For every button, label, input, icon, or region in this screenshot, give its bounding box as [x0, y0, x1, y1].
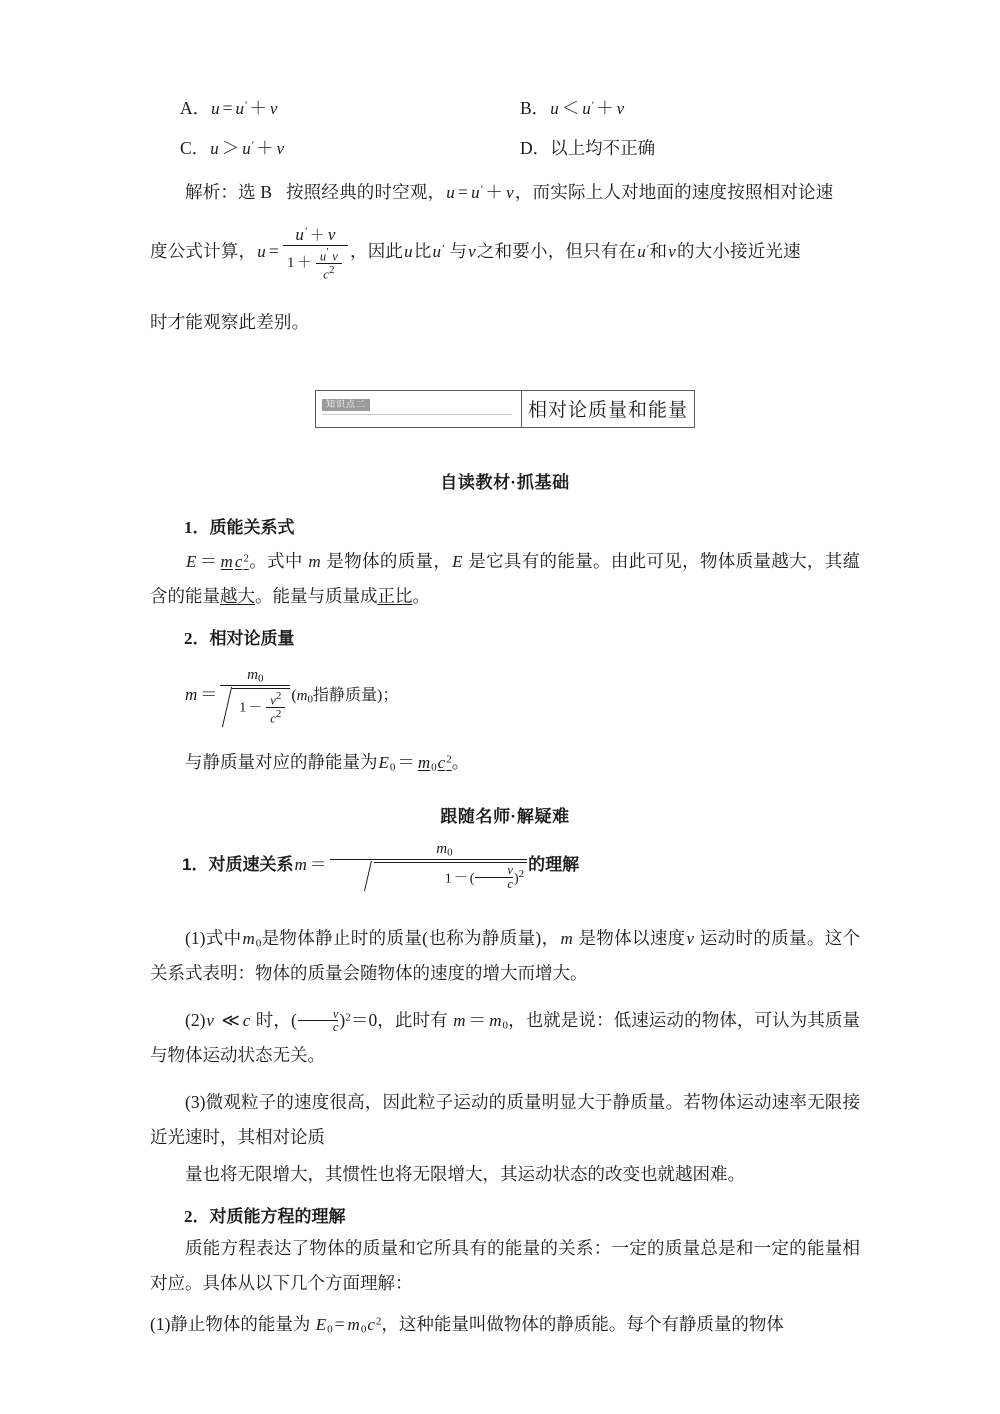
option-b-relation: ＜	[561, 98, 580, 118]
teacher-p4: 量也将无限增大，其惯性也将无限增大，其运动状态的改变也就越困难。	[185, 1164, 745, 1185]
option-a	[180, 95, 278, 120]
p2-frac-c: c	[298, 1020, 339, 1034]
teacher-p3	[150, 1085, 860, 1155]
mv-denominator	[330, 860, 527, 891]
teacher-item2-p1: 质能方程表达了物体的质量和它所具有的能量的关系：一定的质量总是和一定的能量相对应。具体从以下几个方面理解：	[150, 1238, 860, 1294]
analysis-v1: v	[468, 242, 476, 262]
p1-t3: 是物体以速度	[578, 928, 686, 949]
analysis-formula-eq: =	[268, 241, 279, 262]
option-c-var-u: u	[210, 139, 219, 158]
item2-title: 相对论质量	[209, 628, 295, 648]
p3-marker: (3)	[185, 1092, 206, 1113]
option-a-var-v: v	[269, 99, 278, 118]
rm-v-exp: 2	[275, 690, 282, 702]
p1-t1: 式中	[205, 928, 242, 949]
rm-note	[291, 687, 398, 704]
mv-num-m: m	[436, 840, 448, 857]
knowledge-point-tag-cell	[316, 391, 522, 427]
page-content	[150, 95, 860, 1342]
item2-p2-c-exp: 2	[375, 1315, 382, 1328]
rm-vc-den	[266, 707, 285, 725]
option-a-plus: ＋	[249, 98, 267, 118]
rm-minus: －	[248, 700, 263, 716]
rm-c-exp: 2	[275, 708, 282, 721]
mass-energy-c: c	[234, 551, 243, 571]
mv-sqrt	[362, 861, 527, 891]
option-c-label: C．	[180, 138, 210, 158]
rm-note-sub: 0	[307, 693, 314, 706]
rm-num-m: m	[247, 666, 258, 683]
p2-m0: m	[489, 1011, 502, 1031]
rm-one: 1	[239, 700, 247, 716]
rm-vc-fraction	[266, 690, 285, 726]
option-b-var-v: v	[616, 99, 625, 118]
option-c-prime: ′	[251, 139, 255, 152]
den-plus: ＋	[296, 255, 312, 272]
quiz-options	[150, 95, 860, 173]
teacher-item1-heading	[150, 841, 860, 892]
teacher-item1-title-tail: 的理解	[528, 854, 580, 874]
option-a-var-u: u	[211, 99, 220, 118]
analysis-eq-sign: =	[458, 182, 469, 202]
rm-sqrt	[220, 687, 290, 727]
option-c-var-v: v	[276, 139, 285, 158]
rest-energy-c-exp: 2	[446, 753, 452, 766]
item2-p2-E-sub: 0	[327, 1323, 333, 1336]
p2-frac-v: v	[332, 1006, 339, 1021]
den-inner-prime: ′	[326, 245, 329, 258]
item1-var-m: m	[308, 551, 321, 571]
rm-fraction	[220, 667, 290, 727]
p2-marker: (2)	[185, 1010, 206, 1031]
item1-text-1: 式中	[267, 550, 303, 571]
mass-energy-period: 。	[248, 550, 268, 571]
p1-marker: (1)	[185, 928, 206, 949]
velocity-addition-formula	[283, 225, 348, 281]
den-inner-fraction	[316, 246, 342, 282]
den-inner-c: c	[323, 267, 329, 282]
item1-text-6: 。	[412, 585, 430, 606]
rest-energy-period: 。	[451, 751, 470, 772]
rm-num-sub: 0	[257, 672, 264, 684]
item1-text-4: 的能量	[167, 585, 220, 606]
knowledge-point-title: 相对论质量和能量	[527, 400, 688, 422]
p2-m: m	[453, 1011, 466, 1031]
formula-trailing-comma: ，	[350, 241, 368, 262]
rm-c: c	[270, 711, 276, 726]
item1-underline-1: 越大	[220, 585, 255, 606]
p2-t1: 时，	[255, 1010, 292, 1031]
mv-numerator	[330, 841, 527, 860]
item1-underline-2: 正比	[377, 585, 413, 606]
num-prime: ′	[305, 225, 308, 238]
teacher-item2-title: 对质能方程的理解	[209, 1207, 346, 1227]
num-v: v	[327, 225, 336, 245]
den-inner-u: u	[319, 249, 327, 264]
mv-vc-fraction	[475, 864, 513, 890]
item1-text-2: 是物体的质量，	[326, 550, 452, 571]
rest-energy-text: 与静质量对应的静能量为	[185, 751, 378, 772]
analysis-prime-2: ′	[646, 243, 650, 256]
mv-exp: 2	[518, 868, 525, 881]
teacher-item1-index: 1．	[182, 854, 209, 874]
knowledge-point-tag: 知识点二	[322, 399, 370, 411]
analysis-v2: v	[668, 242, 676, 262]
analysis-eq-rhs1: u	[471, 183, 480, 202]
analysis-part1: 按照经典的时空观，	[285, 182, 446, 202]
item1-text-5: 。能量与质量成	[255, 585, 378, 606]
self-study-item1-heading	[150, 513, 860, 538]
rm-note-text: 指静质量)；	[313, 687, 399, 705]
mv-radicand	[410, 861, 527, 891]
item2-p2-t2: ，这种能量叫做物体的静质能。每个有静质量的物体	[381, 1314, 784, 1335]
teacher-item1-title-lead: 对质速关系	[208, 854, 294, 874]
option-a-prime: ′	[245, 99, 248, 112]
option-b-label: B．	[520, 98, 550, 118]
rm-eq: ＝	[200, 685, 218, 705]
formula-numerator	[283, 225, 348, 245]
p1-t2: 是物体静止时的质量(也称为静质量)，	[261, 928, 560, 949]
p2-c: c	[242, 1011, 251, 1031]
mv-one: 1	[444, 871, 452, 887]
rest-energy-eq: ＝	[397, 751, 415, 772]
item2-p2-eq: =	[334, 1314, 345, 1335]
p3-text: 微观粒子的速度很高，因此粒子运动的质量明显大于静质量。若物体运动速率无限接近光速时，其相对论质	[150, 1092, 860, 1148]
option-a-var-uprime: u	[235, 99, 245, 118]
analysis-line-1	[150, 175, 860, 209]
mv-v: v	[507, 863, 513, 878]
teacher-item2-index: 2．	[184, 1207, 210, 1227]
option-a-label: A．	[180, 98, 211, 118]
rm-lhs: m	[185, 685, 198, 705]
knowledge-point-header	[150, 390, 860, 428]
den-inner-den	[316, 263, 342, 281]
analysis-tail-b: 比	[413, 241, 432, 262]
option-b-var-u: u	[550, 99, 559, 118]
mass-energy-eq: ＝	[199, 550, 218, 571]
mass-energy-underlined	[220, 551, 249, 571]
rest-energy-underlined	[417, 752, 452, 772]
option-a-relation: =	[222, 98, 233, 118]
analysis-tail-e: 和	[649, 241, 668, 262]
option-c-relation: ＞	[221, 138, 240, 158]
formula-denominator	[283, 245, 348, 282]
mv-paren-close: )	[513, 871, 519, 887]
item2-p2-c: c	[367, 1315, 375, 1335]
rm-denominator	[220, 686, 290, 727]
item2-p2-m-sub: 0	[360, 1323, 367, 1336]
analysis-tail-d: 之和要小，但只有在	[476, 241, 637, 262]
item2-p2-E: E	[315, 1315, 327, 1335]
analysis-tail-a: 因此	[367, 241, 404, 262]
rm-v: v	[270, 693, 276, 708]
section-heading-self-study: 自读教材·抓基础	[440, 472, 570, 492]
item2-p2-m: m	[347, 1315, 360, 1335]
item1-title: 质能关系式	[209, 517, 295, 537]
rest-energy-E: E	[378, 752, 389, 772]
rest-energy-line	[150, 745, 860, 780]
relativistic-mass-formula-block	[150, 667, 860, 727]
option-d-label: D．	[520, 138, 551, 158]
item1-var-E: E	[452, 551, 463, 571]
den-one: 1	[286, 255, 295, 272]
analysis-eq-rhs2: v	[506, 183, 514, 202]
p1-m0: m	[242, 929, 255, 949]
rm-note-m: m	[296, 688, 308, 705]
mv-num-sub: 0	[447, 845, 453, 858]
section-heading-teacher: 跟随名师·解疑难	[440, 806, 570, 826]
analysis-u1: u	[404, 242, 413, 262]
mv-eq: ＝	[309, 854, 327, 874]
teacher-p1	[150, 921, 860, 991]
p2-eq0: ＝0，	[350, 1010, 395, 1031]
teacher-item2-heading	[150, 1202, 860, 1227]
rm-radicand	[236, 687, 290, 727]
p1-t4: 运动时的质量。这个关系式表明：物体的质量会随物体的速度的增大而增大。	[150, 928, 861, 984]
analysis-u3: u	[637, 242, 646, 262]
num-u: u	[295, 225, 305, 245]
analysis-tail-c: 与	[449, 241, 468, 262]
item1-text-3: 是它具有的能量。由此可见，物体质量越大，其蕴含	[150, 550, 861, 606]
mass-energy-m: m	[220, 551, 233, 571]
p1-v: v	[686, 929, 695, 949]
teacher-item2-p2	[150, 1307, 860, 1342]
rm-note-open: (	[291, 687, 297, 705]
analysis-line2-lead: 度公式计算，	[150, 241, 257, 262]
analysis-eq-lhs: u	[446, 183, 455, 202]
analysis-eq-plus: ＋	[485, 182, 504, 202]
relativistic-mass-formula	[184, 666, 399, 726]
mv-c: c	[475, 877, 513, 891]
option-d	[520, 135, 655, 160]
p2-vc-fraction	[298, 1008, 339, 1034]
analysis-tail-f: 的大小接近光速	[676, 241, 801, 262]
rest-energy-c: c	[437, 752, 446, 772]
p2-t3: ，也就是说：低速运动的物体，可认为其质量与物体运动状态无关。	[150, 1010, 861, 1066]
den-inner-v: v	[332, 249, 339, 264]
p2-eq: ＝	[468, 1010, 487, 1031]
option-c-plus: ＋	[256, 138, 274, 158]
mv-lhs: m	[294, 854, 307, 874]
teacher-p2	[150, 1003, 860, 1073]
option-b-prime: ′	[591, 99, 595, 112]
rest-energy-E-sub: 0	[389, 760, 396, 773]
option-b-var-uprime: u	[582, 99, 591, 118]
p1-m: m	[560, 929, 573, 949]
p2-t2: 此时有	[394, 1010, 448, 1031]
analysis-line-3: 时才能观察此差别。	[150, 312, 310, 333]
p2-much-less: ≪	[221, 1010, 240, 1031]
analysis-eq-comma: ，	[514, 182, 533, 202]
p2-exp: 2	[345, 1011, 351, 1024]
den-inner-exp: 2	[328, 264, 335, 277]
self-study-item1-body	[150, 544, 860, 614]
rest-energy-m: m	[417, 752, 431, 772]
option-c-var-uprime: u	[242, 139, 251, 158]
rm-vc-num	[266, 690, 285, 707]
item1-index: 1．	[184, 517, 210, 537]
analysis-line-2	[150, 225, 860, 281]
item2-p2-marker: (1)	[150, 1314, 171, 1335]
self-study-item2-heading	[150, 624, 860, 649]
p1-m0-sub: 0	[255, 937, 262, 950]
mass-energy-E: E	[186, 551, 197, 571]
knowledge-point-rule	[322, 414, 512, 415]
mv-paren-open: (	[469, 871, 475, 887]
analysis-u2: u	[432, 242, 442, 262]
analysis-part2: 而实际上人对地面的速度按照相对论速	[532, 182, 834, 202]
option-c	[180, 135, 285, 160]
p2-expr: ( $\frac{v}{c}$ )$^2$	[291, 1006, 351, 1035]
analysis-eq-prime: ′	[480, 183, 484, 196]
num-plus: ＋	[309, 228, 325, 245]
item2-index: 2．	[184, 628, 210, 648]
mv-minus: －	[453, 871, 468, 887]
analysis-formula-lhs: u	[257, 242, 266, 262]
item2-p2-t1: 静止物体的能量为	[170, 1314, 311, 1335]
option-b	[520, 95, 625, 120]
mass-velocity-formula	[293, 840, 528, 891]
option-b-plus: ＋	[596, 98, 614, 118]
den-inner-num	[316, 246, 342, 263]
mass-energy-exp: 2	[243, 552, 249, 565]
analysis-prefix: 解析：选 B	[185, 182, 273, 202]
p2-m0-sub: 0	[502, 1019, 508, 1032]
mv-fraction	[330, 841, 527, 892]
knowledge-point-box	[315, 390, 695, 428]
option-d-text: 以上均不正确	[550, 138, 656, 158]
rest-energy-m-sub: 0	[431, 760, 437, 773]
analysis-prime-1: ′	[442, 243, 445, 256]
rm-numerator	[220, 667, 290, 685]
p2-v: v	[206, 1011, 214, 1031]
